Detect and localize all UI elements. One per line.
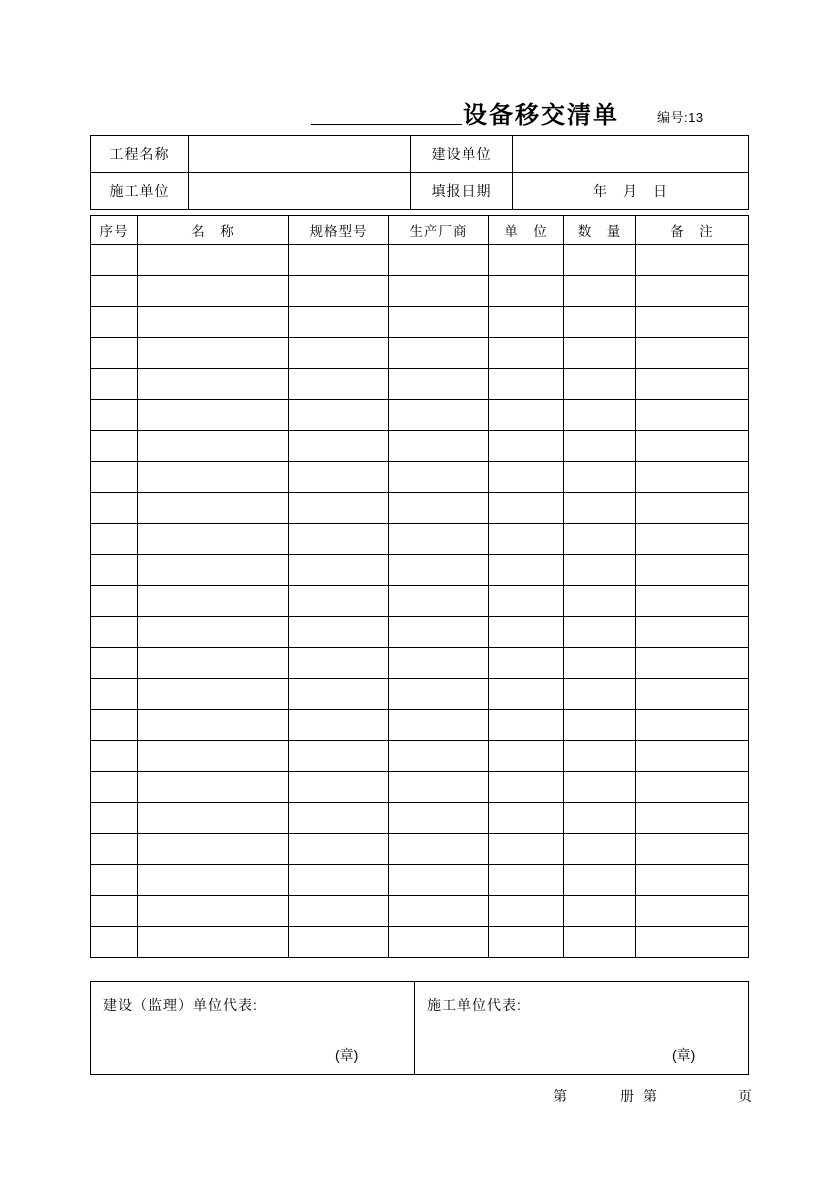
empty-cell <box>289 555 389 586</box>
empty-cell <box>489 617 564 648</box>
empty-cell <box>636 741 749 772</box>
empty-cell <box>389 400 489 431</box>
empty-cell <box>289 369 389 400</box>
empty-cell <box>636 896 749 927</box>
empty-cell <box>489 431 564 462</box>
empty-cell <box>636 586 749 617</box>
empty-cell <box>91 400 138 431</box>
empty-cell <box>489 679 564 710</box>
empty-cell <box>489 772 564 803</box>
empty-cell <box>489 338 564 369</box>
empty-cell <box>289 834 389 865</box>
empty-cell <box>91 834 138 865</box>
empty-cell <box>91 338 138 369</box>
equipment-table-header-row <box>91 216 749 245</box>
table-row <box>91 245 749 276</box>
empty-cell <box>91 679 138 710</box>
empty-cell <box>91 772 138 803</box>
empty-cell <box>564 462 636 493</box>
empty-cell <box>636 462 749 493</box>
empty-cell <box>489 245 564 276</box>
empty-cell <box>289 617 389 648</box>
empty-cell <box>91 369 138 400</box>
empty-cell <box>91 865 138 896</box>
empty-cell <box>289 431 389 462</box>
empty-cell <box>138 896 289 927</box>
empty-cell <box>636 648 749 679</box>
col-header-name: 名 称 <box>138 216 289 245</box>
equipment-table <box>90 215 749 958</box>
empty-cell <box>636 617 749 648</box>
empty-cell <box>138 679 289 710</box>
empty-cell <box>389 307 489 338</box>
col-header-serial: 序号 <box>91 216 138 245</box>
empty-cell <box>138 803 289 834</box>
empty-cell <box>138 648 289 679</box>
empty-cell <box>636 679 749 710</box>
empty-cell <box>91 462 138 493</box>
page-number-part: 第 <box>643 1088 657 1104</box>
empty-cell <box>289 493 389 524</box>
empty-cell <box>564 679 636 710</box>
empty-cell <box>564 710 636 741</box>
empty-cell <box>636 927 749 958</box>
empty-cell <box>389 586 489 617</box>
empty-cell <box>389 896 489 927</box>
empty-cell <box>389 927 489 958</box>
empty-cell <box>564 865 636 896</box>
table-row <box>91 338 749 369</box>
empty-cell <box>564 245 636 276</box>
table-row <box>91 555 749 586</box>
empty-cell <box>138 772 289 803</box>
empty-cell <box>289 865 389 896</box>
empty-cell <box>564 555 636 586</box>
empty-cell <box>564 772 636 803</box>
empty-cell <box>91 741 138 772</box>
empty-cell <box>91 493 138 524</box>
empty-cell <box>389 493 489 524</box>
empty-cell <box>289 679 389 710</box>
empty-cell <box>389 834 489 865</box>
empty-cell <box>389 555 489 586</box>
empty-cell <box>389 803 489 834</box>
report-date-label: 填报日期 <box>411 173 513 210</box>
empty-cell <box>489 586 564 617</box>
signature-row <box>91 982 749 1075</box>
empty-cell <box>389 772 489 803</box>
empty-cell <box>91 524 138 555</box>
empty-cell <box>91 617 138 648</box>
empty-cell <box>564 400 636 431</box>
empty-cell <box>489 896 564 927</box>
empty-cell <box>138 927 289 958</box>
empty-cell <box>138 400 289 431</box>
empty-cell <box>289 400 389 431</box>
empty-cell <box>636 834 749 865</box>
table-row <box>91 896 749 927</box>
empty-cell <box>636 772 749 803</box>
page-title: 设备移交清单 <box>463 102 619 129</box>
empty-cell <box>91 803 138 834</box>
table-row <box>91 369 749 400</box>
project-name-label: 工程名称 <box>91 136 189 173</box>
supervisor-representative-label: 建设（监理）单位代表: <box>103 997 258 1013</box>
empty-cell <box>489 927 564 958</box>
empty-cell <box>138 462 289 493</box>
empty-cell <box>289 927 389 958</box>
empty-cell <box>389 865 489 896</box>
empty-cell <box>138 524 289 555</box>
doc-number: 编号:13 <box>657 110 704 125</box>
table-row <box>91 586 749 617</box>
table-row <box>91 710 749 741</box>
info-row-project <box>91 136 749 173</box>
table-row <box>91 927 749 958</box>
empty-cell <box>489 834 564 865</box>
empty-cell <box>91 276 138 307</box>
empty-cell <box>138 276 289 307</box>
empty-cell <box>564 276 636 307</box>
table-row <box>91 307 749 338</box>
empty-cell <box>91 307 138 338</box>
empty-cell <box>636 803 749 834</box>
table-row <box>91 617 749 648</box>
page-number-part: 册 <box>620 1088 634 1104</box>
empty-cell <box>564 524 636 555</box>
table-row <box>91 803 749 834</box>
empty-cell <box>91 586 138 617</box>
signature-table <box>90 981 749 1075</box>
empty-cell <box>138 741 289 772</box>
empty-cell <box>389 648 489 679</box>
empty-cell <box>564 896 636 927</box>
empty-cell <box>289 307 389 338</box>
empty-cell <box>489 462 564 493</box>
empty-cell <box>289 741 389 772</box>
empty-cell <box>636 400 749 431</box>
empty-cell <box>91 555 138 586</box>
empty-cell <box>389 710 489 741</box>
empty-cell <box>289 648 389 679</box>
empty-cell <box>636 865 749 896</box>
project-name-value <box>189 136 411 173</box>
equipment-table-body <box>91 245 749 958</box>
supervisor-representative-cell <box>91 982 415 1075</box>
empty-cell <box>138 369 289 400</box>
page-number-part: 页 <box>738 1088 752 1104</box>
empty-cell <box>289 245 389 276</box>
contractor-seal-placeholder: (章) <box>672 1047 696 1063</box>
empty-cell <box>564 617 636 648</box>
table-row <box>91 524 749 555</box>
contractor-representative-cell <box>415 982 749 1075</box>
empty-cell <box>564 741 636 772</box>
empty-cell <box>489 803 564 834</box>
col-header-unit: 单 位 <box>489 216 564 245</box>
empty-cell <box>636 710 749 741</box>
col-header-remarks: 备 注 <box>636 216 749 245</box>
table-row <box>91 865 749 896</box>
empty-cell <box>564 803 636 834</box>
page-number-line <box>553 1086 752 1106</box>
empty-cell <box>389 679 489 710</box>
empty-cell <box>138 617 289 648</box>
empty-cell <box>289 803 389 834</box>
empty-cell <box>564 431 636 462</box>
empty-cell <box>91 896 138 927</box>
report-date-value: 年 月 日 <box>513 173 749 210</box>
empty-cell <box>489 276 564 307</box>
empty-cell <box>138 710 289 741</box>
empty-cell <box>564 307 636 338</box>
empty-cell <box>138 834 289 865</box>
empty-cell <box>289 276 389 307</box>
empty-cell <box>636 555 749 586</box>
empty-cell <box>138 307 289 338</box>
empty-cell <box>389 431 489 462</box>
empty-cell <box>138 493 289 524</box>
table-row <box>91 834 749 865</box>
empty-cell <box>91 710 138 741</box>
contractor-value <box>189 173 411 210</box>
empty-cell <box>138 245 289 276</box>
empty-cell <box>489 400 564 431</box>
supervisor-seal-placeholder: (章) <box>335 1047 359 1063</box>
empty-cell <box>636 276 749 307</box>
empty-cell <box>91 648 138 679</box>
title-blank-underline <box>311 124 462 125</box>
col-header-manufacturer: 生产厂商 <box>389 216 489 245</box>
empty-cell <box>564 493 636 524</box>
empty-cell <box>489 524 564 555</box>
empty-cell <box>389 524 489 555</box>
empty-cell <box>138 338 289 369</box>
info-table <box>90 135 749 210</box>
empty-cell <box>91 431 138 462</box>
empty-cell <box>289 586 389 617</box>
empty-cell <box>636 431 749 462</box>
empty-cell <box>138 865 289 896</box>
empty-cell <box>389 276 489 307</box>
empty-cell <box>489 555 564 586</box>
table-row <box>91 276 749 307</box>
empty-cell <box>636 338 749 369</box>
empty-cell <box>489 741 564 772</box>
empty-cell <box>138 586 289 617</box>
empty-cell <box>389 369 489 400</box>
table-row <box>91 741 749 772</box>
empty-cell <box>389 617 489 648</box>
empty-cell <box>489 493 564 524</box>
contractor-representative-label: 施工单位代表: <box>427 997 522 1013</box>
empty-cell <box>636 524 749 555</box>
empty-cell <box>636 245 749 276</box>
page-number-part: 第 <box>553 1088 567 1104</box>
empty-cell <box>564 927 636 958</box>
empty-cell <box>289 462 389 493</box>
table-row <box>91 679 749 710</box>
table-row <box>91 772 749 803</box>
empty-cell <box>564 369 636 400</box>
empty-cell <box>389 462 489 493</box>
empty-cell <box>138 431 289 462</box>
table-row <box>91 648 749 679</box>
col-header-quantity: 数 量 <box>564 216 636 245</box>
empty-cell <box>138 555 289 586</box>
empty-cell <box>564 648 636 679</box>
empty-cell <box>489 710 564 741</box>
empty-cell <box>564 834 636 865</box>
empty-cell <box>389 741 489 772</box>
table-row <box>91 462 749 493</box>
empty-cell <box>289 338 389 369</box>
table-row <box>91 431 749 462</box>
empty-cell <box>289 896 389 927</box>
empty-cell <box>91 927 138 958</box>
col-header-model: 规格型号 <box>289 216 389 245</box>
empty-cell <box>564 338 636 369</box>
empty-cell <box>489 307 564 338</box>
empty-cell <box>289 524 389 555</box>
empty-cell <box>636 307 749 338</box>
empty-cell <box>564 586 636 617</box>
table-row <box>91 493 749 524</box>
empty-cell <box>636 369 749 400</box>
construction-unit-label: 建设单位 <box>411 136 513 173</box>
info-row-contractor <box>91 173 749 210</box>
empty-cell <box>489 369 564 400</box>
empty-cell <box>389 338 489 369</box>
empty-cell <box>489 648 564 679</box>
construction-unit-value <box>513 136 749 173</box>
empty-cell <box>489 865 564 896</box>
contractor-label: 施工单位 <box>91 173 189 210</box>
empty-cell <box>289 710 389 741</box>
table-row <box>91 400 749 431</box>
empty-cell <box>91 245 138 276</box>
empty-cell <box>636 493 749 524</box>
empty-cell <box>389 245 489 276</box>
empty-cell <box>289 772 389 803</box>
